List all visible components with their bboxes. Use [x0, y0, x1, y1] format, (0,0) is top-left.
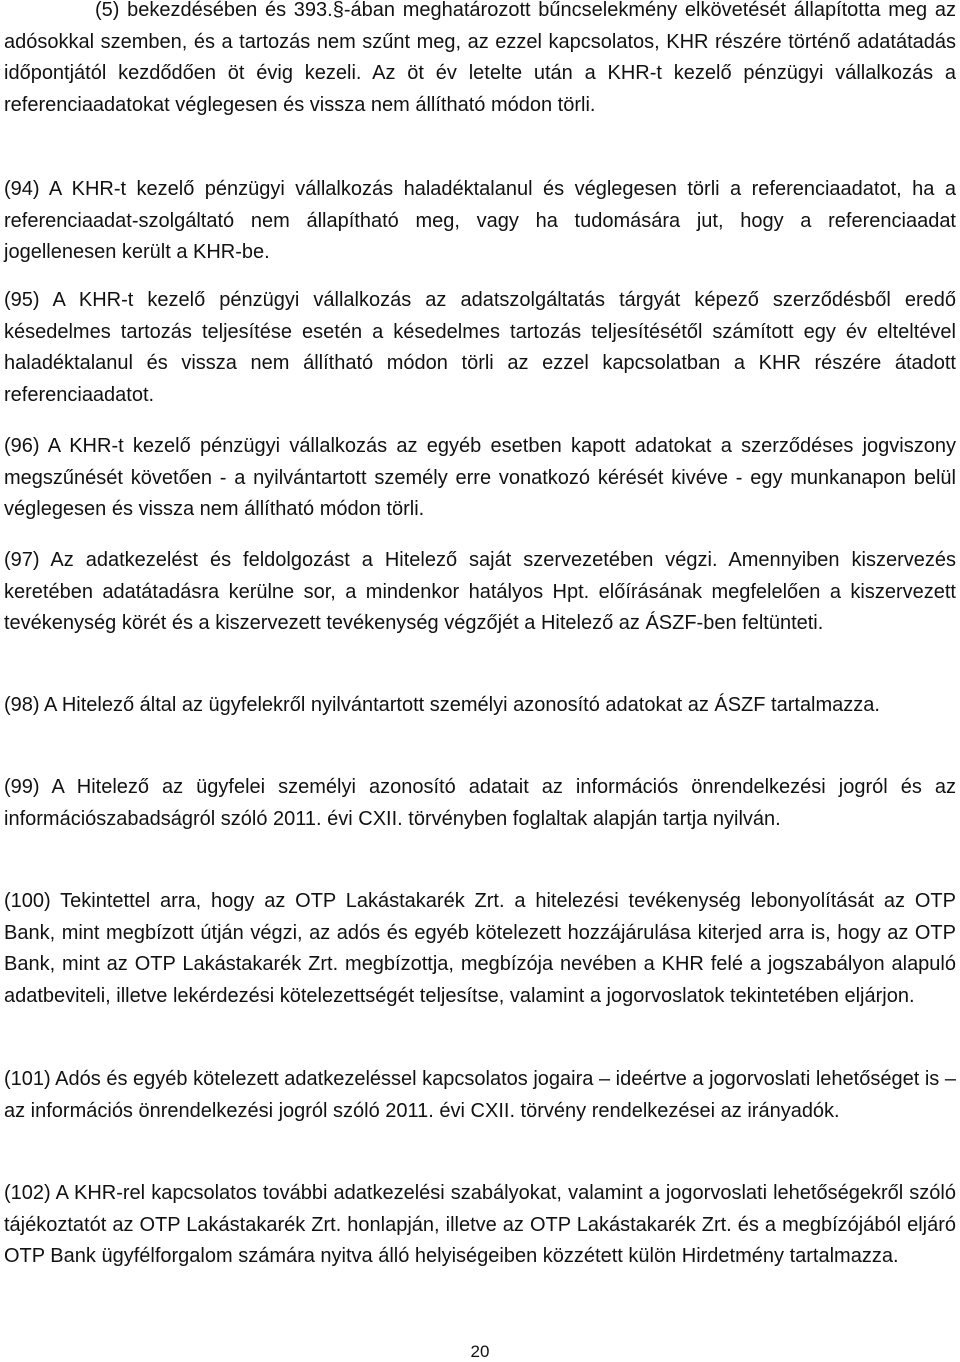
paragraph-97: (97) Az adatkezelést és feldolgozást a Hitelező saját szervezetében végzi. Amennyiben kiszervezés keretében adatátadásra kerülne sor, a mindenkor hatályos Hpt. előírásának megfelelően a kiszervezett tevékenység körét és a kiszervezett tevékenység végzőjét a Hitelező az ÁSZF-ben feltünteti.: [4, 549, 956, 635]
paragraph-99: (99) A Hitelező az ügyfelei személyi azonosító adatait az információs önrendelkezési jogról és az információszabadságról szóló 2011. évi CXII. törvényben foglaltak alapján tartja nyilván.: [4, 776, 956, 830]
paragraph-94: (94) A KHR-t kezelő pénzügyi vállalkozás haladéktalanul és véglegesen törli a referenciaadatot, ha a referenciaadat-szolgáltató nem állapítható meg, vagy ha tudomására jut, hogy a referenciaadat jogellenesen került a KHR-be.: [4, 178, 956, 264]
paragraph-101: (101) Adós és egyéb kötelezett adatkezeléssel kapcsolatos jogaira – ideértve a jogorvoslati lehetőséget is – az információs önrendelkezési jogról szóló 2011. évi CXII. törvény rendelkezései az irányadók.: [4, 1068, 956, 1122]
paragraph-96: (96) A KHR-t kezelő pénzügyi vállalkozás az egyéb esetben kapott adatokat a szerződéses jogviszony megszűnését követően - a nyilvántartott személy erre vonatkozó kérését kivéve - egy munkanapon belül véglegesen és vissza nem állítható módon törli.: [4, 435, 956, 521]
page-number: 20: [470, 1342, 490, 1361]
paragraph-lead: (5) bekezdésében és 393.: [95, 0, 333, 21]
paragraph-98: (98) A Hitelező által az ügyfelekről nyilvántartott személyi azonosító adatokat az ÁSZF tartalmazza.: [4, 694, 880, 716]
paragraph-102: (102) A KHR-rel kapcsolatos további adatkezelési szabályokat, valamint a jogorvoslati lehetőségekről szóló tájékoztatót az OTP Lakástakarék Zrt. honlapján, illetve az OTP Lakástakarék Zrt. és a megbízójából eljáró OTP Bank ügyfélforgalom számára nyitva álló helyiségeiben közzétett külön Hirdetmény tartalmazza.: [4, 1182, 956, 1268]
paragraph-text: §-ában meghatározott bűncselekmény elkövetését állapította meg az adósokkal szemben, és a tartozás nem szűnt meg, az ezzel kapcsolatos, KHR részére történő adatátadás időpontjától kezdődően öt évig kezeli. Az öt év letelte után a KHR-t kezelő pénzügyi vállalkozás a referenciaadatokat véglegesen és vissza nem állítható módon törli.: [4, 0, 956, 116]
paragraph-93-continued: [4, 0, 956, 121]
paragraph-95: (95) A KHR-t kezelő pénzügyi vállalkozás az adatszolgáltatás tárgyát képező szerződésből eredő késedelmes tartozás teljesítése esetén a késedelmes tartozás teljesítésétől számított egy év elteltével haladéktalanul és vissza nem állítható módon törli az ezzel kapcsolatban a KHR részére átadott referenciaadatot.: [4, 289, 956, 406]
paragraph-100: (100) Tekintettel arra, hogy az OTP Lakástakarék Zrt. a hitelezési tevékenység lebonyolítását az OTP Bank, mint megbízott útján végzi, az adós és egyéb kötelezett hozzájárulása kiterjed arra is, hogy az OTP Bank, mint az OTP Lakástakarék Zrt. megbízottja, megbízója nevében a KHR felé a jogszabályon alapuló adatbeviteli, illetve lekérdezési kötelezettségét teljesítse, valamint a jogorvoslatok tekintetében eljárjon.: [4, 890, 956, 1007]
